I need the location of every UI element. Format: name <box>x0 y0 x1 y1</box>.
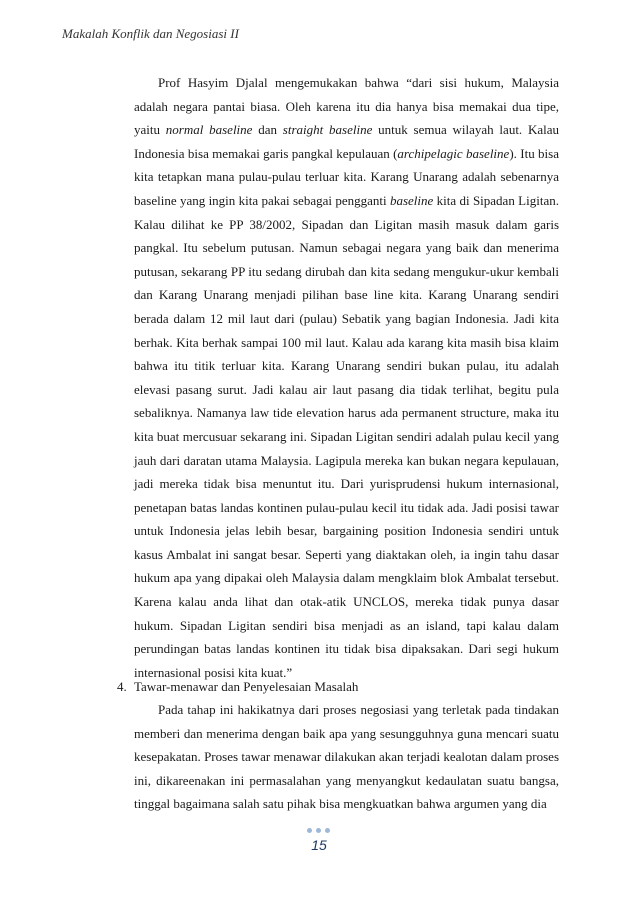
quote-term-straight-baseline: straight baseline <box>282 122 373 138</box>
quote-term-normal-baseline: normal baseline <box>165 122 253 138</box>
section-body <box>134 698 559 816</box>
quote-text-3: untuk semua wilayah laut. Kalau Indonesia bisa memakai garis pangkal kepulauan ( <box>134 122 559 161</box>
section-title: Tawar-menawar dan Penyelesaian Masalah <box>134 679 359 694</box>
footer-dot <box>325 828 330 833</box>
page-number: 15 <box>311 837 327 853</box>
section-paragraph: Pada tahap ini hakikatnya dari proses negosiasi yang terletak pada tindakan memberi dan menerima dengan baik apa yang sesungguhnya guna mencari suatu kesepakatan. Proses tawar menawar dilakukan akan terjadi kealotan dalam proses ini, dikareenakan ini permasalahan yang menyangkut kedaulatan suatu bangsa, tinggal bagaimana salah satu pihak bisa mengkuatkan bahwa argumen yang dia <box>134 702 559 812</box>
quote-term-baseline: baseline <box>389 192 434 208</box>
footer-dot <box>307 828 312 833</box>
quote-paragraph <box>134 71 559 684</box>
footer-dots-ornament <box>307 828 330 833</box>
quote-text-2: dan <box>252 122 283 138</box>
quote-term-archipelagic-baseline: archipelagic baseline <box>397 145 510 161</box>
quote-text-1: Prof Hasyim Djalal mengemukakan bahwa “dari sisi hukum, Malaysia adalah negara pantai biasa. Oleh karena itu dia hanya bisa memakai dua tipe, yaitu <box>134 75 559 138</box>
section-number: 4. <box>117 679 127 694</box>
quote-text-4: ). Itu bisa kita tetapkan mana pulau-pulau terluar kita. Karang Unarang adalah sebenarnya baseline yang ingin kita pakai sebagai pengganti <box>134 145 559 208</box>
section-heading <box>117 675 358 699</box>
header-rule <box>58 54 580 55</box>
quote-block <box>134 71 559 684</box>
footer-dot <box>316 828 321 833</box>
running-header: Makalah Konflik dan Negosiasi II <box>62 26 239 41</box>
quote-text-5: kita di Sipadan Ligitan. Kalau dilihat ke PP 38/2002, Sipadan dan Ligitan masih masuk dalam garis pangkal. Itu sebelum putusan. Namun sebagai negara yang baik dan menerima putusan, sekarang PP itu sedang dirubah dan kita sedang mengukur-ukur kembali dan Karang Unarang menjadi pilihan base line kita. Karang Unarang sendiri berada dalam 12 mil laut dari (pulau) Sebatik yang bagian Indonesia. Jadi kita berhak. Kita berhak sampai 100 mil laut. Kalau ada karang kita masih bisa klaim bahwa itu titik terluar kita. Karang Unarang sendiri bukan pulau, itu adalah elevasi pasang surut. Jadi kalau air laut pasang dia tidak terlihat, begitu pula sebaliknya. Namanya law tide elevation harus ada permanent structure, maka itu kita buat mercusuar sekarang ini. Sipadan Ligitan sendiri adalah pulau kecil yang jauh dari daratan utama Malaysia. Lagipula mereka kan bukan negara kepulauan, jadi mereka tidak bisa menuntut itu. Dari yurisprudensi hukum internasional, penetapan batas landas kontinen pulau-pulau kecil itu tidak ada. Jadi posisi tawar untuk Indonesia jelas lebih besar, bargaining position Indonesia sendiri untuk kasus Ambalat ini sangat besar. Seperti yang diaktakan oleh, ia ingin tahu dasar hukum apa yang dipakai oleh Malaysia dalam mengklaim blok Ambalat tersebut. Karena kalau anda lihat dan otak-atik UNCLOS, mereka tidak punya dasar hukum. Sipadan Ligitan sendiri bisa menjadi as an island, tapi kalau dalam perundingan batas landas kontinen itu tidak bisa dipaksakan. Dari segi hukum internasional posisi kita kuat.” <box>134 192 559 680</box>
